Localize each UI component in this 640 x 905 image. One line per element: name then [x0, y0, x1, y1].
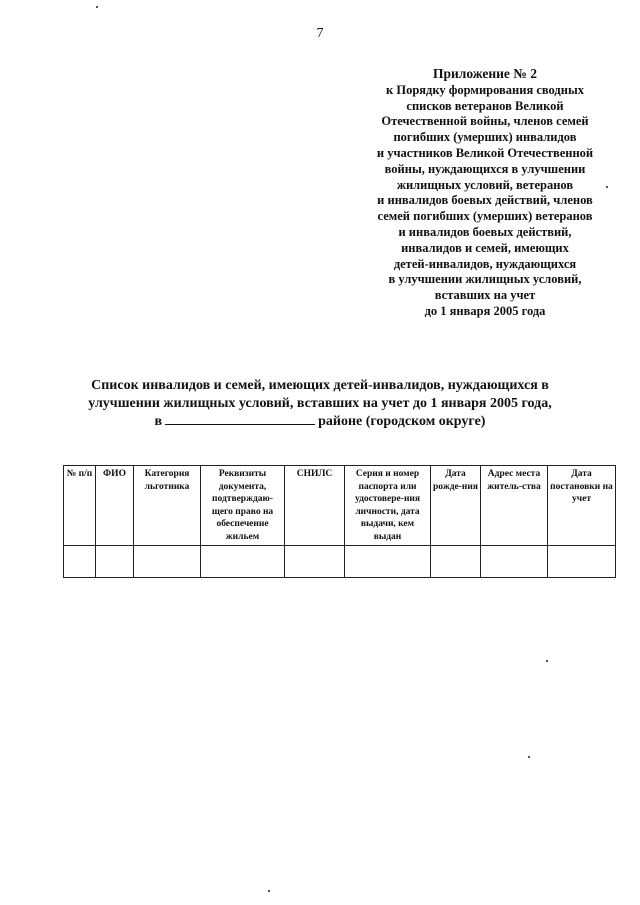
col-header-passport: Серия и номер паспорта или удостовере-ния личности, дата выдачи, кем выдан: [345, 466, 431, 546]
appendix-line: и инвалидов боевых действий,: [398, 224, 572, 239]
appendix-line: списков ветеранов Великой: [406, 98, 564, 113]
records-table: [63, 465, 616, 578]
col-header-number: № п/п: [64, 466, 96, 546]
appendix-line: и участников Великой Отечественной: [376, 145, 594, 160]
table-cell[interactable]: [431, 546, 481, 578]
appendix-line: погибших (умерших) инвалидов: [393, 130, 577, 145]
table-cell[interactable]: [285, 546, 345, 578]
appendix-line: вставших на учет: [434, 288, 536, 303]
scan-speck: [606, 186, 608, 188]
appendix-line: к Порядку формирования сводных: [386, 82, 584, 97]
col-header-registration-date: Дата постановки на учет: [548, 466, 616, 546]
appendix-title: Приложение № 2: [433, 66, 537, 81]
list-title-line-1: Список инвалидов и семей, имеющих детей-инвалидов, нуждающихся в: [91, 378, 549, 393]
col-header-address: Адрес места житель-ства: [481, 466, 548, 546]
table-header-row: [64, 466, 616, 546]
list-title: [0, 377, 640, 431]
table-cell[interactable]: [481, 546, 548, 578]
scan-speck: [528, 756, 530, 758]
col-header-document: Реквизиты документа, подтверждаю-щего право на обеспечение жильем: [201, 466, 285, 546]
appendix-line: детей-инвалидов, нуждающихся: [393, 256, 577, 271]
col-header-birth-date: Дата рожде-ния: [431, 466, 481, 546]
appendix-line: и инвалидов боевых действий, членов: [377, 193, 593, 208]
scan-speck: [268, 890, 270, 892]
appendix-header: [356, 66, 614, 320]
appendix-line: в улучшении жилищных условий,: [388, 272, 582, 287]
appendix-line: инвалидов и семей, имеющих: [401, 240, 569, 255]
appendix-line: Отечественной войны, членов семей: [381, 114, 589, 129]
list-title-suffix: районе (городском округе): [318, 414, 486, 429]
table-cell[interactable]: [96, 546, 134, 578]
list-title-line-3: [0, 412, 640, 431]
list-title-prefix: в: [154, 414, 163, 429]
appendix-line: жилищных условий, ветеранов: [396, 177, 574, 192]
appendix-line: войны, нуждающихся в улучшении: [384, 161, 586, 176]
scan-speck: [546, 660, 548, 662]
table-cell[interactable]: [134, 546, 201, 578]
table-cell[interactable]: [201, 546, 285, 578]
appendix-line: до 1 января 2005 года: [424, 303, 546, 318]
table-row: [64, 546, 616, 578]
page-number: 7: [316, 26, 324, 41]
scan-speck: [96, 6, 98, 8]
table-cell[interactable]: [548, 546, 616, 578]
appendix-line: семей погибших (умерших) ветеранов: [377, 209, 593, 224]
table-cell[interactable]: [64, 546, 96, 578]
district-blank-field[interactable]: [165, 412, 315, 425]
table-cell[interactable]: [345, 546, 431, 578]
list-title-line-2: улучшении жилищных условий, вставших на учет до 1 января 2005 года,: [88, 395, 552, 411]
col-header-category: Категория льготника: [134, 466, 201, 546]
col-header-full-name: ФИО: [96, 466, 134, 546]
col-header-snils: СНИЛС: [285, 466, 345, 546]
